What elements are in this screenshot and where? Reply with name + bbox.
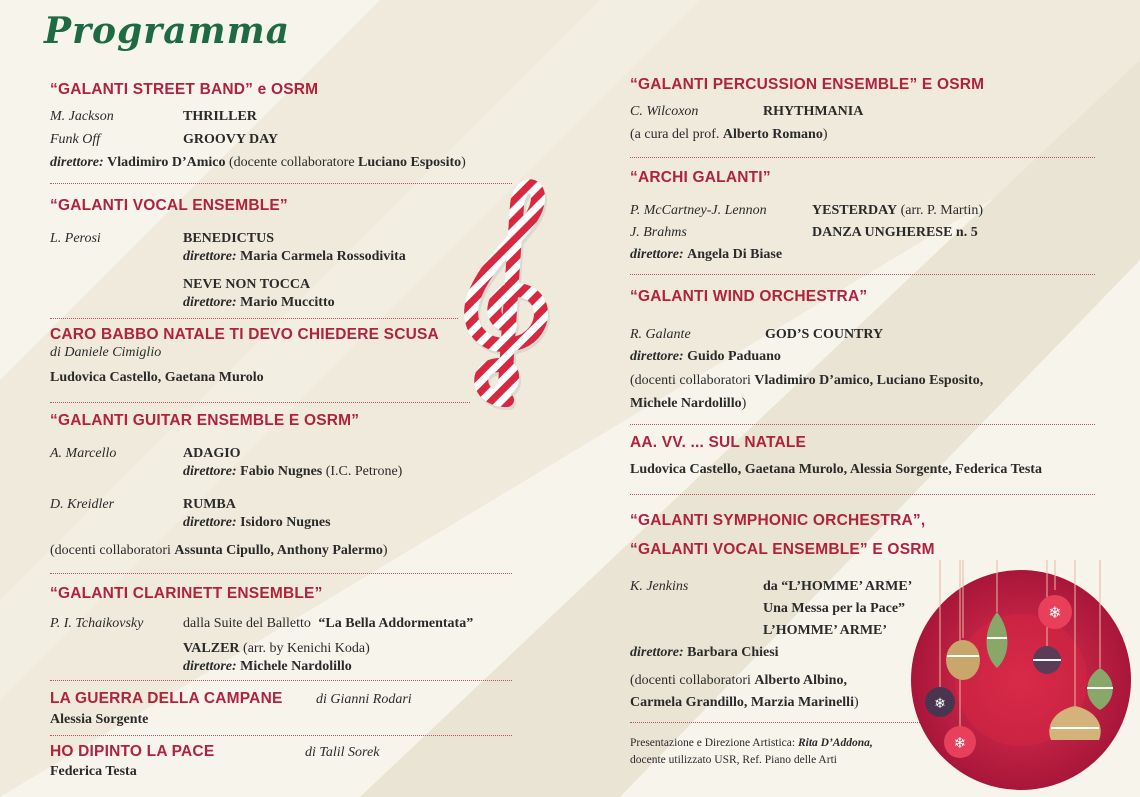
note-text: (a cura del prof. xyxy=(630,127,720,142)
collaborator-names: Alberto Albino, xyxy=(754,673,847,688)
director-line xyxy=(183,248,406,265)
divider xyxy=(630,494,1095,495)
director-label: direttore: xyxy=(50,155,104,170)
note-text: ) xyxy=(822,127,828,142)
director-line xyxy=(183,463,402,480)
piece-title: GOD’S COUNTRY xyxy=(765,327,884,342)
credits-line xyxy=(630,737,873,749)
svg-text:❄: ❄ xyxy=(934,696,946,712)
piece-title: YESTERDAY xyxy=(812,203,898,218)
collaborators-note xyxy=(630,672,847,689)
section-heading: AA. VV. ... SUL NATALE xyxy=(630,434,807,451)
section-heading: “GALANTI VOCAL ENSEMBLE” xyxy=(50,197,288,214)
piece-title: ADAGIO xyxy=(183,446,241,461)
note-text: (docenti collaboratori xyxy=(50,543,171,558)
page-title: Programma xyxy=(44,10,291,52)
composer: J. Brahms xyxy=(630,225,687,240)
section-heading: “GALANTI GUITAR ENSEMBLE E OSRM” xyxy=(50,412,360,429)
section-heading: LA GUERRA DELLA CAMPANE xyxy=(50,690,283,707)
author-credit: di Gianni Rodari xyxy=(316,692,412,707)
director-line xyxy=(183,294,335,311)
director-line xyxy=(183,514,331,531)
section-heading: “GALANTI SYMPHONIC ORCHESTRA”, xyxy=(630,512,926,529)
collaborator-names: Michele Nardolillo xyxy=(630,396,742,411)
performers: Federica Testa xyxy=(50,764,137,779)
treble-clef-icon xyxy=(455,175,565,420)
director-name: Isidoro Nugnes xyxy=(240,515,331,530)
divider xyxy=(50,183,512,184)
author-credit: di Talil Sorek xyxy=(305,745,380,760)
note-text: ) xyxy=(461,155,466,170)
composer: R. Galante xyxy=(630,327,691,342)
divider xyxy=(50,573,512,574)
composer: M. Jackson xyxy=(50,109,114,124)
collaborators-note xyxy=(50,542,388,559)
composer: P. McCartney-J. Lennon xyxy=(630,203,767,218)
curator-name: Alberto Romano xyxy=(722,127,823,142)
artistic-director: Rita D’Addona, xyxy=(797,737,873,749)
director-name: Barbara Chiesi xyxy=(687,645,779,660)
director-name: Maria Carmela Rossodivita xyxy=(240,249,406,264)
director-line xyxy=(630,348,781,365)
note-text: ) xyxy=(853,695,859,710)
note-text: (docenti collaboratori xyxy=(630,673,751,688)
piece-title: da “L’HOMME’ ARME’ xyxy=(763,579,913,594)
piece-line xyxy=(812,202,983,219)
note-text: dalla Suite del Balletto xyxy=(183,616,311,631)
arrangement: (arr. P. Martin) xyxy=(900,203,984,218)
credits-label: Presentazione e Direzione Artistica: xyxy=(630,737,796,749)
composer: K. Jenkins xyxy=(630,579,689,594)
divider xyxy=(630,157,1095,158)
director-name: Guido Paduano xyxy=(687,349,781,364)
director-label: direttore: xyxy=(183,515,237,530)
christmas-ornaments-icon xyxy=(905,560,1137,792)
piece-title: NEVE NON TOCCA xyxy=(183,277,311,292)
composer: Funk Off xyxy=(50,132,101,147)
collaborators-note-cont xyxy=(630,694,859,711)
collaborators-note-cont xyxy=(630,395,746,412)
composer: L. Perosi xyxy=(50,231,101,246)
piece-subtitle: Una Messa per la Pace” xyxy=(763,601,906,616)
collaborator-names: Assunta Cipullo, Anthony Palermo xyxy=(174,543,383,558)
section-heading: CARO BABBO NATALE TI DEVO CHIEDERE SCUSA xyxy=(50,326,439,343)
note-text: (docente collaboratore xyxy=(229,155,355,170)
piece-title: THRILLER xyxy=(183,109,257,124)
performers: Ludovica Castello, Gaetana Murolo xyxy=(50,370,264,385)
director-label: direttore: xyxy=(630,349,684,364)
composer: C. Wilcoxon xyxy=(630,104,699,119)
svg-text:❄: ❄ xyxy=(1048,603,1062,622)
composer: D. Kreidler xyxy=(50,497,115,512)
suite-line xyxy=(183,615,473,632)
director-line xyxy=(50,154,466,171)
collaborator-name: Luciano Esposito xyxy=(358,155,462,170)
note-text: ) xyxy=(382,543,388,558)
section-heading: “GALANTI CLARINETT ENSEMBLE” xyxy=(50,585,323,602)
divider xyxy=(630,274,1095,275)
section-heading: “GALANTI STREET BAND” e OSRM xyxy=(50,81,319,98)
piece-title: DANZA UNGHERESE n. 5 xyxy=(812,225,978,240)
composer: A. Marcello xyxy=(50,446,117,461)
director-name: Michele Nardolillo xyxy=(240,659,352,674)
director-name: Fabio Nugnes xyxy=(240,464,323,479)
director-label: direttore: xyxy=(183,295,237,310)
section-heading: “ARCHI GALANTI” xyxy=(630,169,771,186)
section-heading: HO DIPINTO LA PACE xyxy=(50,743,215,760)
piece-title: L’HOMME’ ARME’ xyxy=(763,623,888,638)
section-heading: “GALANTI WIND ORCHESTRA” xyxy=(630,288,868,305)
director-label: direttore: xyxy=(630,645,684,660)
arrangement: (arr. by Kenichi Koda) xyxy=(243,641,370,656)
director-line xyxy=(630,246,782,263)
director-name: Mario Muccitto xyxy=(240,295,335,310)
piece-title: VALZER xyxy=(183,641,240,656)
performers: Ludovica Castello, Gaetana Murolo, Alessia Sorgente, Federica Testa xyxy=(630,462,1042,477)
director-label: direttore: xyxy=(183,659,237,674)
piece-title: RUMBA xyxy=(183,497,236,512)
note-text: (I.C. Petrone) xyxy=(325,464,403,479)
section-heading: “GALANTI PERCUSSION ENSEMBLE” E OSRM xyxy=(630,76,985,93)
director-name: Angela Di Biase xyxy=(687,247,783,262)
director-label: direttore: xyxy=(183,464,237,479)
piece-line xyxy=(183,640,370,657)
piece-title: BENEDICTUS xyxy=(183,231,275,246)
note-text: ) xyxy=(741,396,747,411)
collaborator-names: Carmela Grandillo, Marzia Marinelli xyxy=(630,695,854,710)
divider xyxy=(50,680,512,681)
divider xyxy=(630,722,920,723)
director-label: direttore: xyxy=(183,249,237,264)
suite-title: “La Bella Addormentata” xyxy=(318,616,474,631)
director-label: direttore: xyxy=(630,247,684,262)
collaborators-note xyxy=(630,372,983,389)
curator-note xyxy=(630,126,828,143)
credits-line: docente utilizzato USR, Ref. Piano delle Arti xyxy=(630,754,837,766)
svg-text:❄: ❄ xyxy=(953,734,967,752)
collaborator-names: Vladimiro D’amico, Luciano Esposito, xyxy=(754,373,984,388)
divider xyxy=(630,424,1095,425)
divider xyxy=(50,735,512,736)
author-credit: di Daniele Cimiglio xyxy=(50,345,162,360)
piece-title: GROOVY DAY xyxy=(183,132,279,147)
divider xyxy=(50,318,458,319)
director-line xyxy=(183,658,352,675)
note-text: (docenti collaboratori xyxy=(630,373,751,388)
piece-title: RHYTHMANIA xyxy=(763,104,864,119)
performers: Alessia Sorgente xyxy=(50,712,149,727)
director-line xyxy=(630,644,779,661)
section-heading: “GALANTI VOCAL ENSEMBLE” E OSRM xyxy=(630,541,935,558)
director-name: Vladimiro D’Amico xyxy=(107,155,226,170)
composer: P. I. Tchaikovsky xyxy=(50,616,144,631)
divider xyxy=(50,402,470,403)
